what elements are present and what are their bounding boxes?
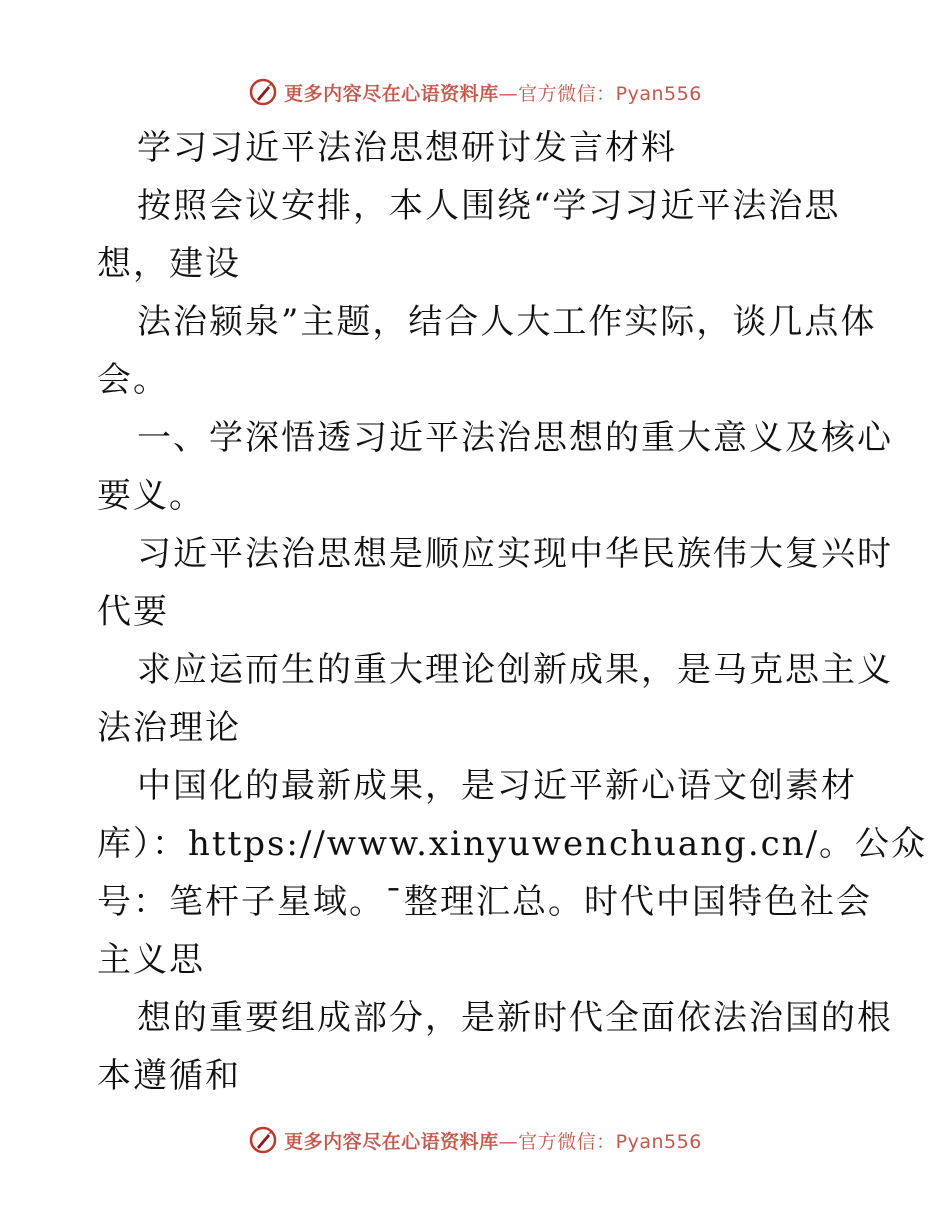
paragraph-line: 中国化的最新成果，是习近平新心语文创素材	[137, 766, 857, 806]
paragraph-line: 会。	[97, 360, 169, 400]
footer-banner-main: 更多内容尽在心语资料库	[284, 1130, 499, 1153]
quill-logo-icon	[248, 1125, 278, 1155]
document-body	[97, 119, 928, 1105]
section-heading-cont: 要义。	[97, 476, 205, 516]
paragraph-line: 主义思	[97, 940, 205, 980]
quill-logo-icon	[248, 77, 278, 107]
footer-banner	[0, 1120, 950, 1160]
paragraph-line: 按照会议安排，本人围绕“学习习近平法治思	[137, 186, 841, 226]
paragraph-line: 库）：https://www.xinyuwenchuang.cn/。公众	[97, 824, 928, 864]
paragraph-line: 代要	[97, 592, 169, 632]
document-title: 学习习近平法治思想研讨发言材料	[137, 128, 677, 168]
paragraph-line: 法治颍泉”主题，结合人大工作实际，谈几点体	[137, 302, 877, 342]
paragraph-line: 想的重要组成部分，是新时代全面依法治国的根	[137, 998, 893, 1038]
paragraph-line: 法治理论	[97, 708, 241, 748]
paragraph-line: 想，建设	[97, 244, 241, 284]
paragraph-line: 本遵循和	[97, 1056, 241, 1096]
paragraph-line: 求应运而生的重大理论创新成果，是马克思主义	[137, 650, 893, 690]
footer-banner-wechat: 官方微信：Pyan556	[518, 1130, 702, 1153]
header-banner-main: 更多内容尽在心语资料库	[284, 82, 499, 105]
header-banner-wechat: 官方微信：Pyan556	[518, 82, 702, 105]
header-banner	[0, 72, 950, 112]
paragraph-line: 习近平法治思想是顺应实现中华民族伟大复兴时	[137, 534, 893, 574]
section-heading: 一、学深悟透习近平法治思想的重大意义及核心	[137, 418, 893, 458]
header-banner-dash: —	[498, 82, 519, 105]
paragraph-line: 号：笔杆子星域。¯整理汇总。时代中国特色社会	[97, 882, 872, 922]
footer-banner-dash: —	[498, 1130, 519, 1153]
